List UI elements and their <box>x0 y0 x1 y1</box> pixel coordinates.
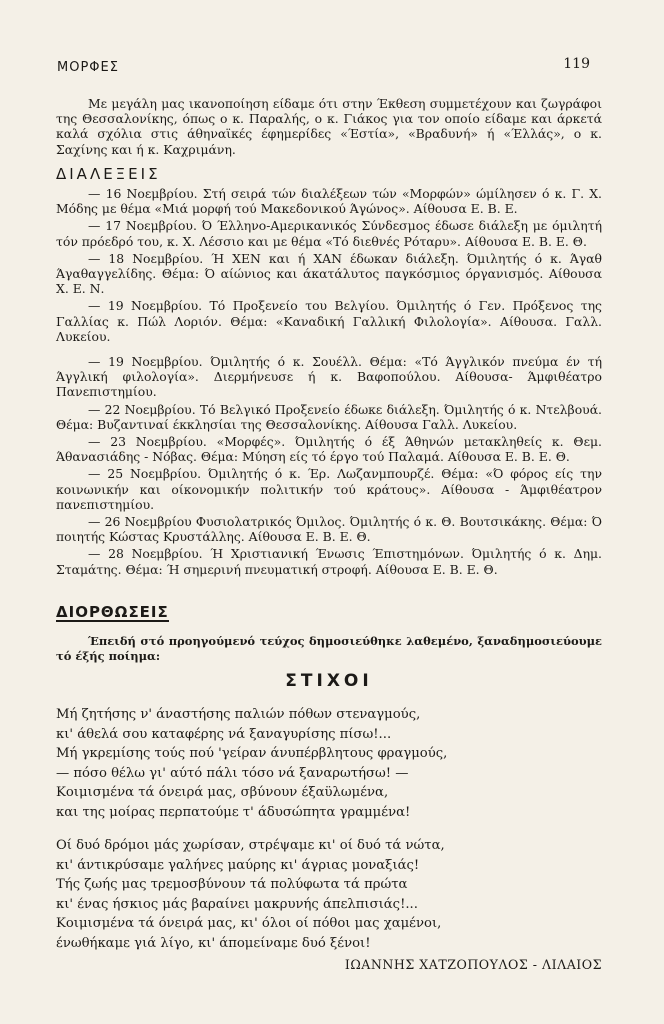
lecture-item: — 25 Νοεμβρίου. Όμιλητής ό κ. Έρ. Λωζανμπουρζέ. Θέμα: «Ό φόρος είς την κοινωνικήν και οίκονομικήν πολιτικήν τού κράτους». Αίθουσα - Άμφιθέατρον πανεπιστημίου. <box>56 466 602 512</box>
lecture-item: — 16 Νοεμβρίου. Στή σειρά τών διαλέξεων τών «Μορφών» ώμίλησεν ό κ. Γ. Χ. Μόδης με θέμα «Μιά μορφή τού Μακεδονικού Άγώνος». Αίθουσα Ε. Β. Ε. <box>56 186 602 217</box>
lectures-heading: ΔΙΑΛΕΞΕΙΣ <box>56 164 161 183</box>
lecture-item: — 28 Νοεμβρίου. Ή Χριστιανική Ένωσις Έπιστημόνων. Όμιλητής ό κ. Δημ. Σταμάτης. Θέμα: Ή σημερινή πνευματική στροφή. Αίθουσα Ε. Β. Ε. Θ. <box>56 546 602 577</box>
lecture-item: — 18 Νοεμβρίου. Ή ΧΕΝ και ή ΧΑΝ έδωκαν διάλεξη. Όμιλητής ό κ. Άγαθ Άγαθαγγελίδης. Θέμα: Ό αίώνιος και άκατάλυτος παγκόσμιος όργανισμός. Αίθουσα Χ. Ε. Ν. <box>56 250 602 297</box>
page-content <box>56 96 602 973</box>
poem-line: Μή γκρεμίσης τούς πού 'γείραν άνυπέρβλητους φραγμούς, <box>56 746 448 762</box>
poem-line: Τής ζωής μας τρεμοσβύνουν τά πολύφωτα τά πρώτα <box>56 877 408 893</box>
poem-line: Μή ζητήσης ν' άναστήσης παλιών πόθων στεναγμούς, <box>56 707 421 723</box>
lecture-item: — 22 Νοεμβρίου. Τό Βελγικό Προξενείο έδωκε διάλεξη. Όμιλητής ό κ. Ντελβουά. Θέμα: Βυζαντιναί έκκλησίαι της Θεσσαλονίκης. Αίθουσα Γαλλ. Λυκείου. <box>56 401 602 432</box>
poem-signature: ΙΩΑΝΝΗΣ ΧΑΤΖΟΠΟΥΛΟΣ - ΛΙΛΑΙΟΣ <box>344 957 602 973</box>
lecture-item: — 17 Νοεμβρίου. Ό Έλληνο-Αμερικανικός Σύνδεσμος έδωσε διάλεξη με όμιλητή τόν πρόεδρό του, κ. Χ. Λέσσιο και με θέμα «Τό διεθνές Ρόταρυ». Αίθουσα Ε. Β. Ε. Θ. <box>56 218 602 249</box>
poem-line: και της μοίρας περπατούμε τ' άδυσώπητα γραμμένα! <box>56 804 411 820</box>
magazine-title: ΜΟΡΦΕΣ <box>57 60 119 75</box>
intro-paragraph: Με μεγάλη μας ικανοποίηση είδαμε ότι στην Έκθεση συμμετέχουν και ζωγράφοι της Θεσσαλονίκης, όπως ο κ. Παραλής, ο κ. Γιάκος για τον οποίο είδαμε και άρκετά καλά σχόλια στις άθηναϊκές έφημερίδες «Έστία», «Βραδυνή» ή «Έλλάς», ο κ. Σαχίνης και ή κ. Καχριμάνη. <box>56 96 602 157</box>
poem-line: Κοιμισμένα τά όνειρά μας, σβύνουν έξαϋλωμένα, <box>56 785 389 801</box>
poem-line: Κοιμισμένα τά όνειρά μας, κι' όλοι οί πόθοι μας χαμένοι, <box>56 916 442 932</box>
corrections-note: Έπειδή στό προηγούμενό τεύχος δημοσιεύθηκε λαθεμένο, ξαναδημοσιεύουμε τό έξής ποίημα: <box>56 634 602 664</box>
lecture-item: — 19 Νοεμβρίου. Όμιλητής ό κ. Σουέλλ. Θέμα: «Τό Άγγλικόν πνεύμα έν τή Άγγλική φιλολογία». Διερμήνευσε ή κ. Βαφοπούλου. Αίθουσα- Άμφιθέατρο Πανεπιστημίου. <box>56 354 602 400</box>
lectures-list <box>56 186 602 577</box>
corrections-heading: ΔΙΟΡΘΩΣΕΙΣ <box>56 602 169 621</box>
poem-line: κι' άντικρύσαμε γαλήνες μαύρης κι' άγριας μοναξιάς! <box>56 857 420 873</box>
poem-line: Οί δυό δρόμοι μάς χωρίσαν, στρέψαμε κι' οί δυό τά νώτα, <box>56 838 445 854</box>
page-number: 119 <box>563 56 590 72</box>
lecture-item: — 19 Νοεμβρίου. Τό Προξενείο του Βελγίου. Όμιλητής ό Γεν. Πρόξενος της Γαλλίας κ. Πώλ Λοριόν. Θέμα: «Καναδική Γαλλική Φιλολογία». Αίθουσα. Γαλλ. Λυκείου. <box>56 298 602 344</box>
poem-line: κι' ένας ήσκιος μάς βαραίνει μακρυνής άπελπισιάς!... <box>56 896 418 912</box>
lecture-item: — 26 Νοεμβρίου Φυσιολατρικός Όμιλος. Όμιλητής ό κ. Θ. Βουτσικάκης. Θέμα: Ό ποιητής Κώστας Κρυστάλλης. Αίθουσα Ε. Β. Ε. Θ. <box>56 514 602 545</box>
poem-title: ΣΤΙΧΟΙ <box>285 671 373 692</box>
poem-line: ένωθήκαμε γιά λίγο, κι' άπομείναμε δυό ξένοι! <box>56 935 371 951</box>
poem-line: — πόσο θέλω γι' αύτό πάλι τόσο νά ξαναρωτήσω! — <box>56 765 409 781</box>
poem-line: κι' άθελά σου καταφέρης νά ξαναγυρίσης πίσω!... <box>56 726 392 742</box>
poem-stanza-2 <box>56 836 602 953</box>
poem-stanza-1 <box>56 705 602 822</box>
lecture-item: — 23 Νοεμβρίου. «Μορφές». Όμιλητής ό έξ Άθηνών μετακληθείς κ. Θεμ. Άθανασιάδης - Νόβας. Θέμα: Μύηση είς τό έργο τού Παλαμά. Αίθουσα Ε. Β. Ε. Θ. <box>56 434 602 465</box>
